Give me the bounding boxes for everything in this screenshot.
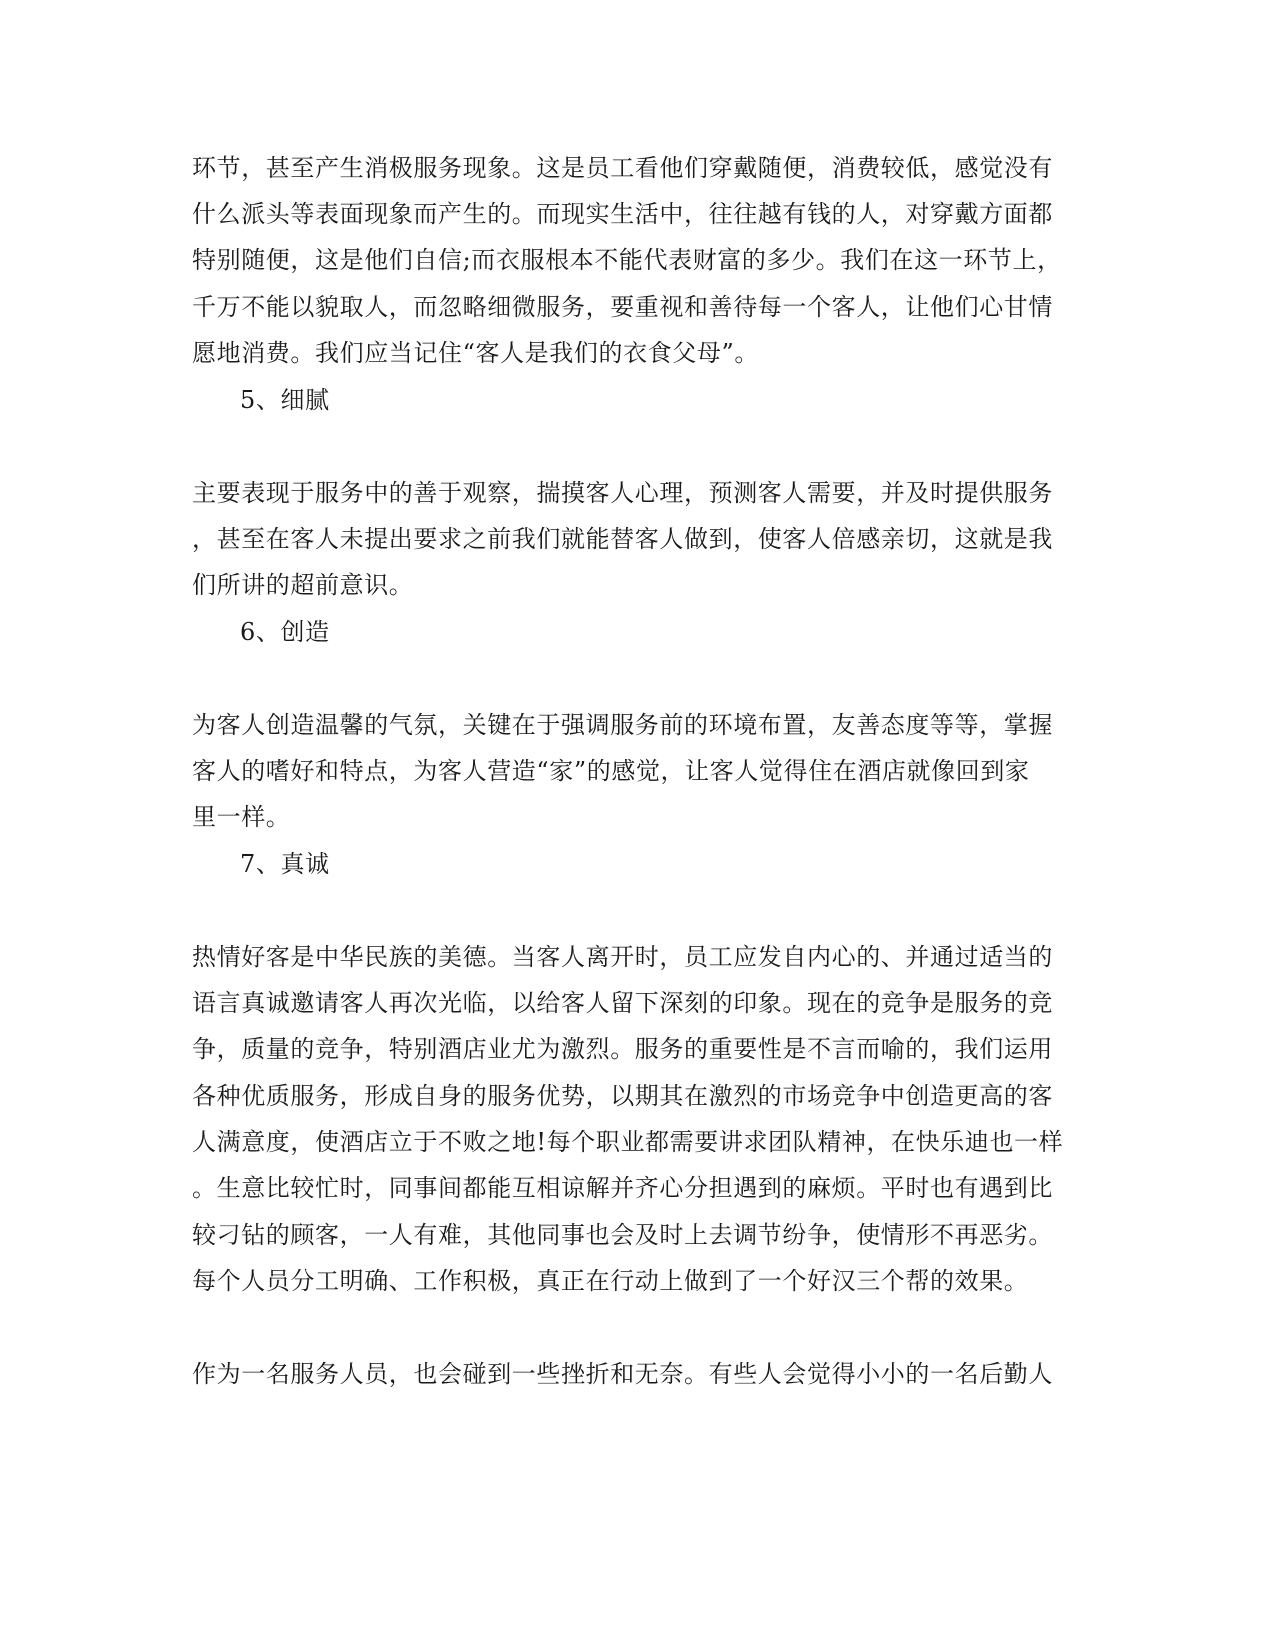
text-line: ，甚至在客人未提出要求之前我们就能替客人做到，使客人倍感亲切，这就是我 xyxy=(192,525,1053,553)
section-heading: 7、真诚 xyxy=(240,850,330,878)
text-line: 。生意比较忙时，同事间都能互相谅解并齐心分担遇到的麻烦。平时也有遇到比 xyxy=(192,1174,1053,1202)
text-line: 各种优质服务，形成自身的服务优势，以期其在激烈的市场竞争中创造更高的客 xyxy=(192,1082,1053,1110)
text-line: 客人的嗜好和特点，为客人营造“家”的感觉，让客人觉得住在酒店就像回到家 xyxy=(192,757,1030,785)
text-line: 争，质量的竞争，特别酒店业尤为激烈。服务的重要性是不言而喻的，我们运用 xyxy=(192,1035,1053,1063)
text-line: 环节，甚至产生消极服务现象。这是员工看他们穿戴随便，消费较低，感觉没有 xyxy=(192,154,1053,182)
section-heading: 5、细腻 xyxy=(240,386,330,414)
text-line: 们所讲的超前意识。 xyxy=(192,571,414,599)
text-line: 热情好客是中华民族的美德。当客人离开时，员工应发自内心的、并通过适当的 xyxy=(192,943,1053,971)
text-line: 较刁钻的顾客，一人有难，其他同事也会及时上去调节纷争，使情形不再恶劣。 xyxy=(192,1221,1053,1249)
text-line: 每个人员分工明确、工作积极，真正在行动上做到了一个好汉三个帮的效果。 xyxy=(192,1267,1029,1295)
text-line: 主要表现于服务中的善于观察，揣摸客人心理，预测客人需要，并及时提供服务 xyxy=(192,479,1053,507)
text-line: 什么派头等表面现象而产生的。而现实生活中，往往越有钱的人，对穿戴方面都 xyxy=(192,200,1053,228)
text-line: 愿地消费。我们应当记住“客人是我们的衣食父母”。 xyxy=(192,339,759,367)
text-line: 千万不能以貌取人，而忽略细微服务，要重视和善待每一个客人，让他们心甘情 xyxy=(192,293,1053,321)
section-heading: 6、创造 xyxy=(240,618,330,646)
text-line: 作为一名服务人员，也会碰到一些挫折和无奈。有些人会觉得小小的一名后勤人 xyxy=(192,1360,1053,1388)
text-line: 为客人创造温馨的气氛，关键在于强调服务前的环境布置，友善态度等等，掌握 xyxy=(192,711,1053,739)
text-line: 里一样。 xyxy=(192,803,291,831)
text-line: 人满意度，使酒店立于不败之地!每个职业都需要讲求团队精神，在快乐迪也一样 xyxy=(192,1128,1064,1156)
text-line: 语言真诚邀请客人再次光临，以给客人留下深刻的印象。现在的竞争是服务的竞 xyxy=(192,989,1053,1017)
text-line: 特别随便，这是他们自信;而衣服根本不能代表财富的多少。我们在这一环节上， xyxy=(192,246,1062,274)
